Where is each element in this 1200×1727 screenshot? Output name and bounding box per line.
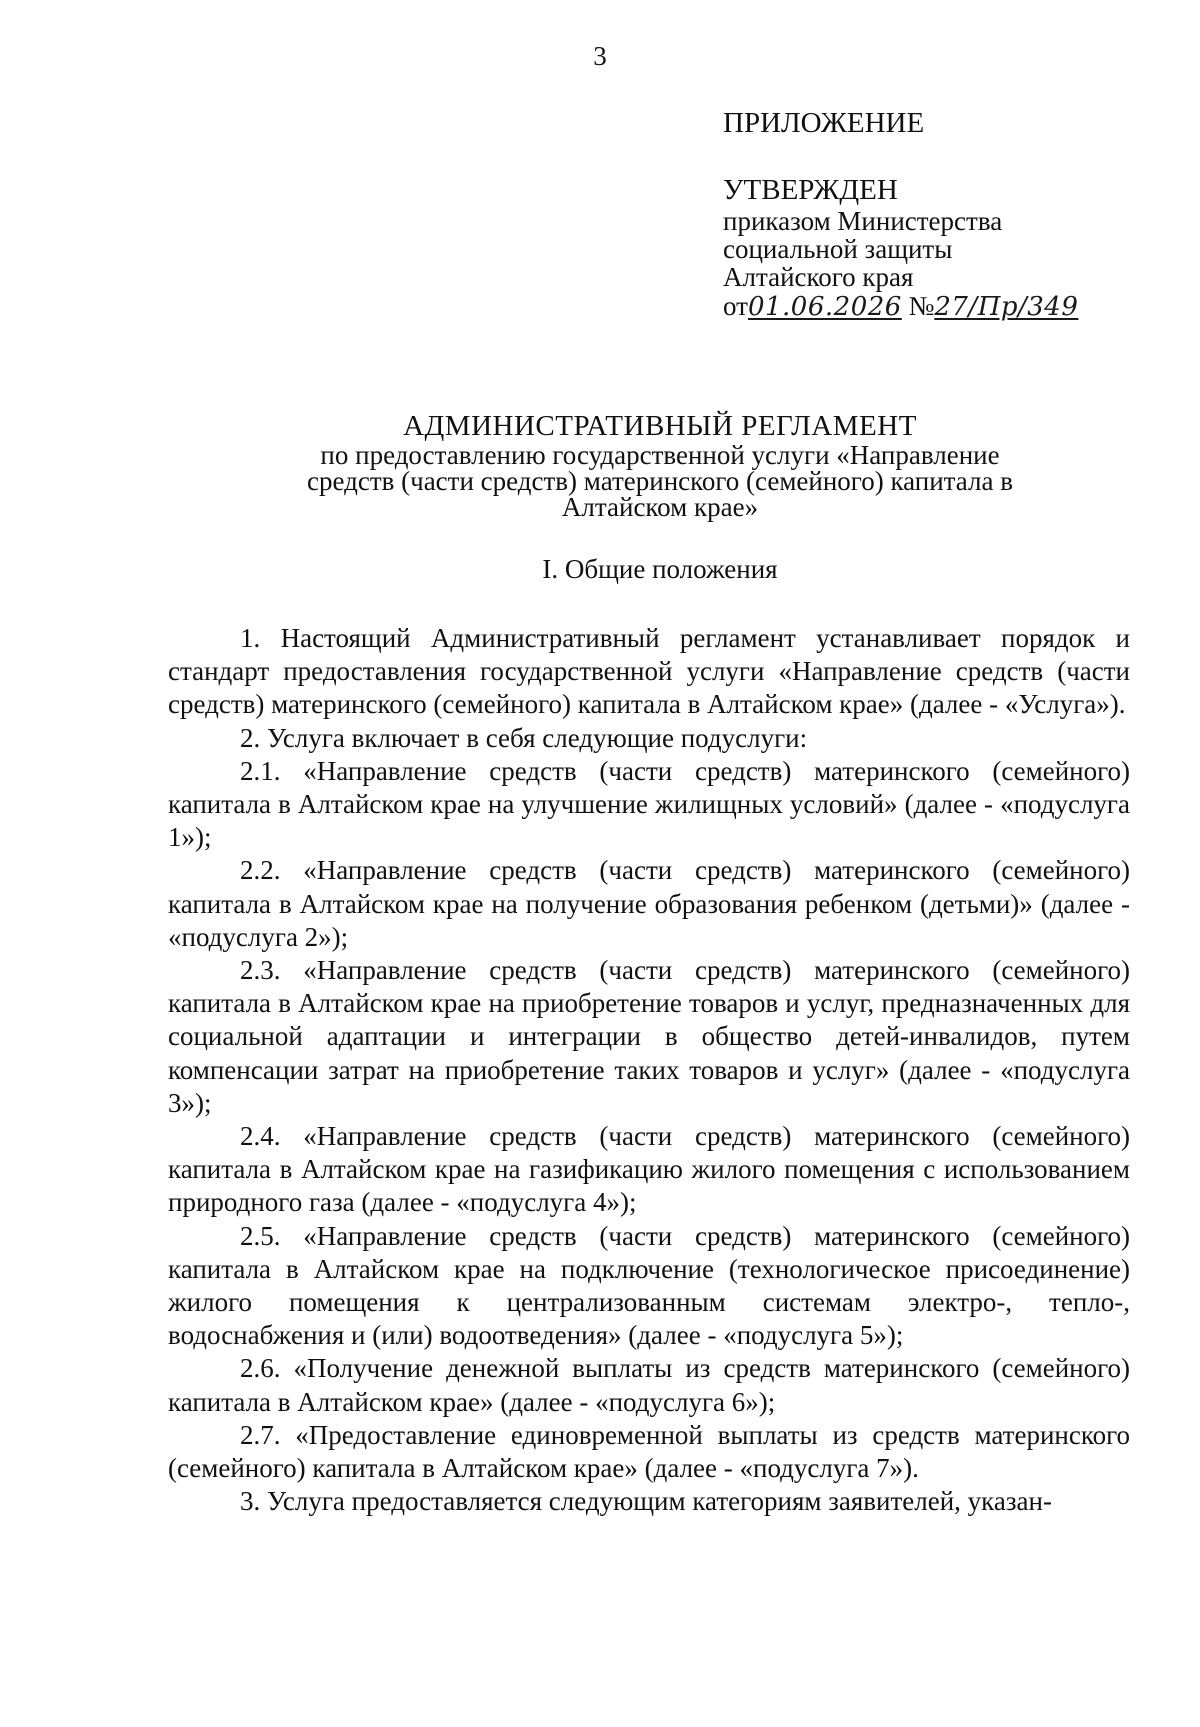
section-heading: I. Общие положения	[542, 554, 778, 584]
document-title-block	[160, 410, 1160, 520]
paragraph-2-5: 2.5. «Направление средств (части средств) материнского (семейного) капитала в Алтайском крае на подключение (технологическое присоединение) жилого помещения к централизованным системам электро-, тепло-, водоснабжения и (или) водоотведения» (далее - «подуслуга 5»);	[168, 1220, 1130, 1351]
approved-label: УТВЕРЖДЕН	[723, 174, 898, 206]
document-title: АДМИНИСТРАТИВНЫЙ РЕГЛАМЕНТ	[403, 410, 917, 442]
paragraph-1: 1. Настоящий Административный регламент устанавливает порядок и стандарт предоставления государственной услуги «Направление средств (части средств) материнского (семейного) капитала в Алтайском крае» (далее - «Услуга»).	[168, 623, 1130, 720]
handwritten-order-date: 01.06.2026	[747, 292, 902, 322]
document-subtitle-line-2: средств (части средств) материнского (семейного) капитала в	[307, 466, 1013, 496]
document-subtitle-line-3: Алтайском крае»	[561, 492, 759, 522]
appendix-label: ПРИЛОЖЕНИЕ	[723, 107, 925, 139]
document-subtitle-line-1: по предоставлению государственной услуги «Направление	[320, 440, 1000, 470]
paragraph-2-6: 2.6. «Получение денежной выплаты из средств материнского (семейного) капитала в Алтайском крае» (далее - «подуслуга 6»);	[168, 1353, 1130, 1417]
order-number-sign: №	[908, 291, 935, 321]
order-date-number-line	[723, 291, 1193, 322]
paragraph-2: 2. Услуга включает в себя следующие подуслуги:	[240, 722, 808, 753]
paragraph-2-7: 2.7. «Предоставление единовременной выплаты из средств материнского (семейного) капитала в Алтайском крае» (далее - «подуслуга 7»).	[168, 1419, 1130, 1484]
paragraph-2-4: 2.4. «Направление средств (части средств) материнского (семейного) капитала в Алтайском крае на газификацию жилого помещения с использованием природного газа (далее - «подуслуга 4»);	[168, 1121, 1130, 1218]
document-body	[168, 622, 1130, 1518]
approval-line-social: социальной защиты	[723, 234, 953, 264]
approval-stamp-block	[723, 106, 1193, 322]
order-from-prefix: от	[723, 291, 748, 321]
handwritten-order-number: 27/Пр/349	[934, 292, 1079, 322]
page-number: 3	[593, 41, 607, 71]
paragraph-2-3: 2.3. «Направление средств (части средств) материнского (семейного) капитала в Алтайском крае на приобретение товаров и услуг, предназначенных для социальной адаптации и интеграции в общество детей-инвалидов, путем компенсации затрат на приобретение таких товаров и услуг» (далее - «подуслуга 3»);	[168, 955, 1130, 1118]
approval-line-region: Алтайского края	[723, 262, 914, 292]
paragraph-3: 3. Услуга предоставляется следующим категориям заявителей, указан-	[240, 1486, 1052, 1517]
paragraph-2-1: 2.1. «Направление средств (части средств) материнского (семейного) капитала в Алтайском крае на улучшение жилищных условий» (далее - «подуслуга 1»);	[168, 755, 1130, 853]
approval-line-ministry: приказом Министерства	[723, 206, 1003, 236]
paragraph-2-2: 2.2. «Направление средств (части средств) материнского (семейного) капитала в Алтайском крае на получение образования ребенком (детьми)» (далее - «подуслуга 2»);	[168, 855, 1130, 952]
